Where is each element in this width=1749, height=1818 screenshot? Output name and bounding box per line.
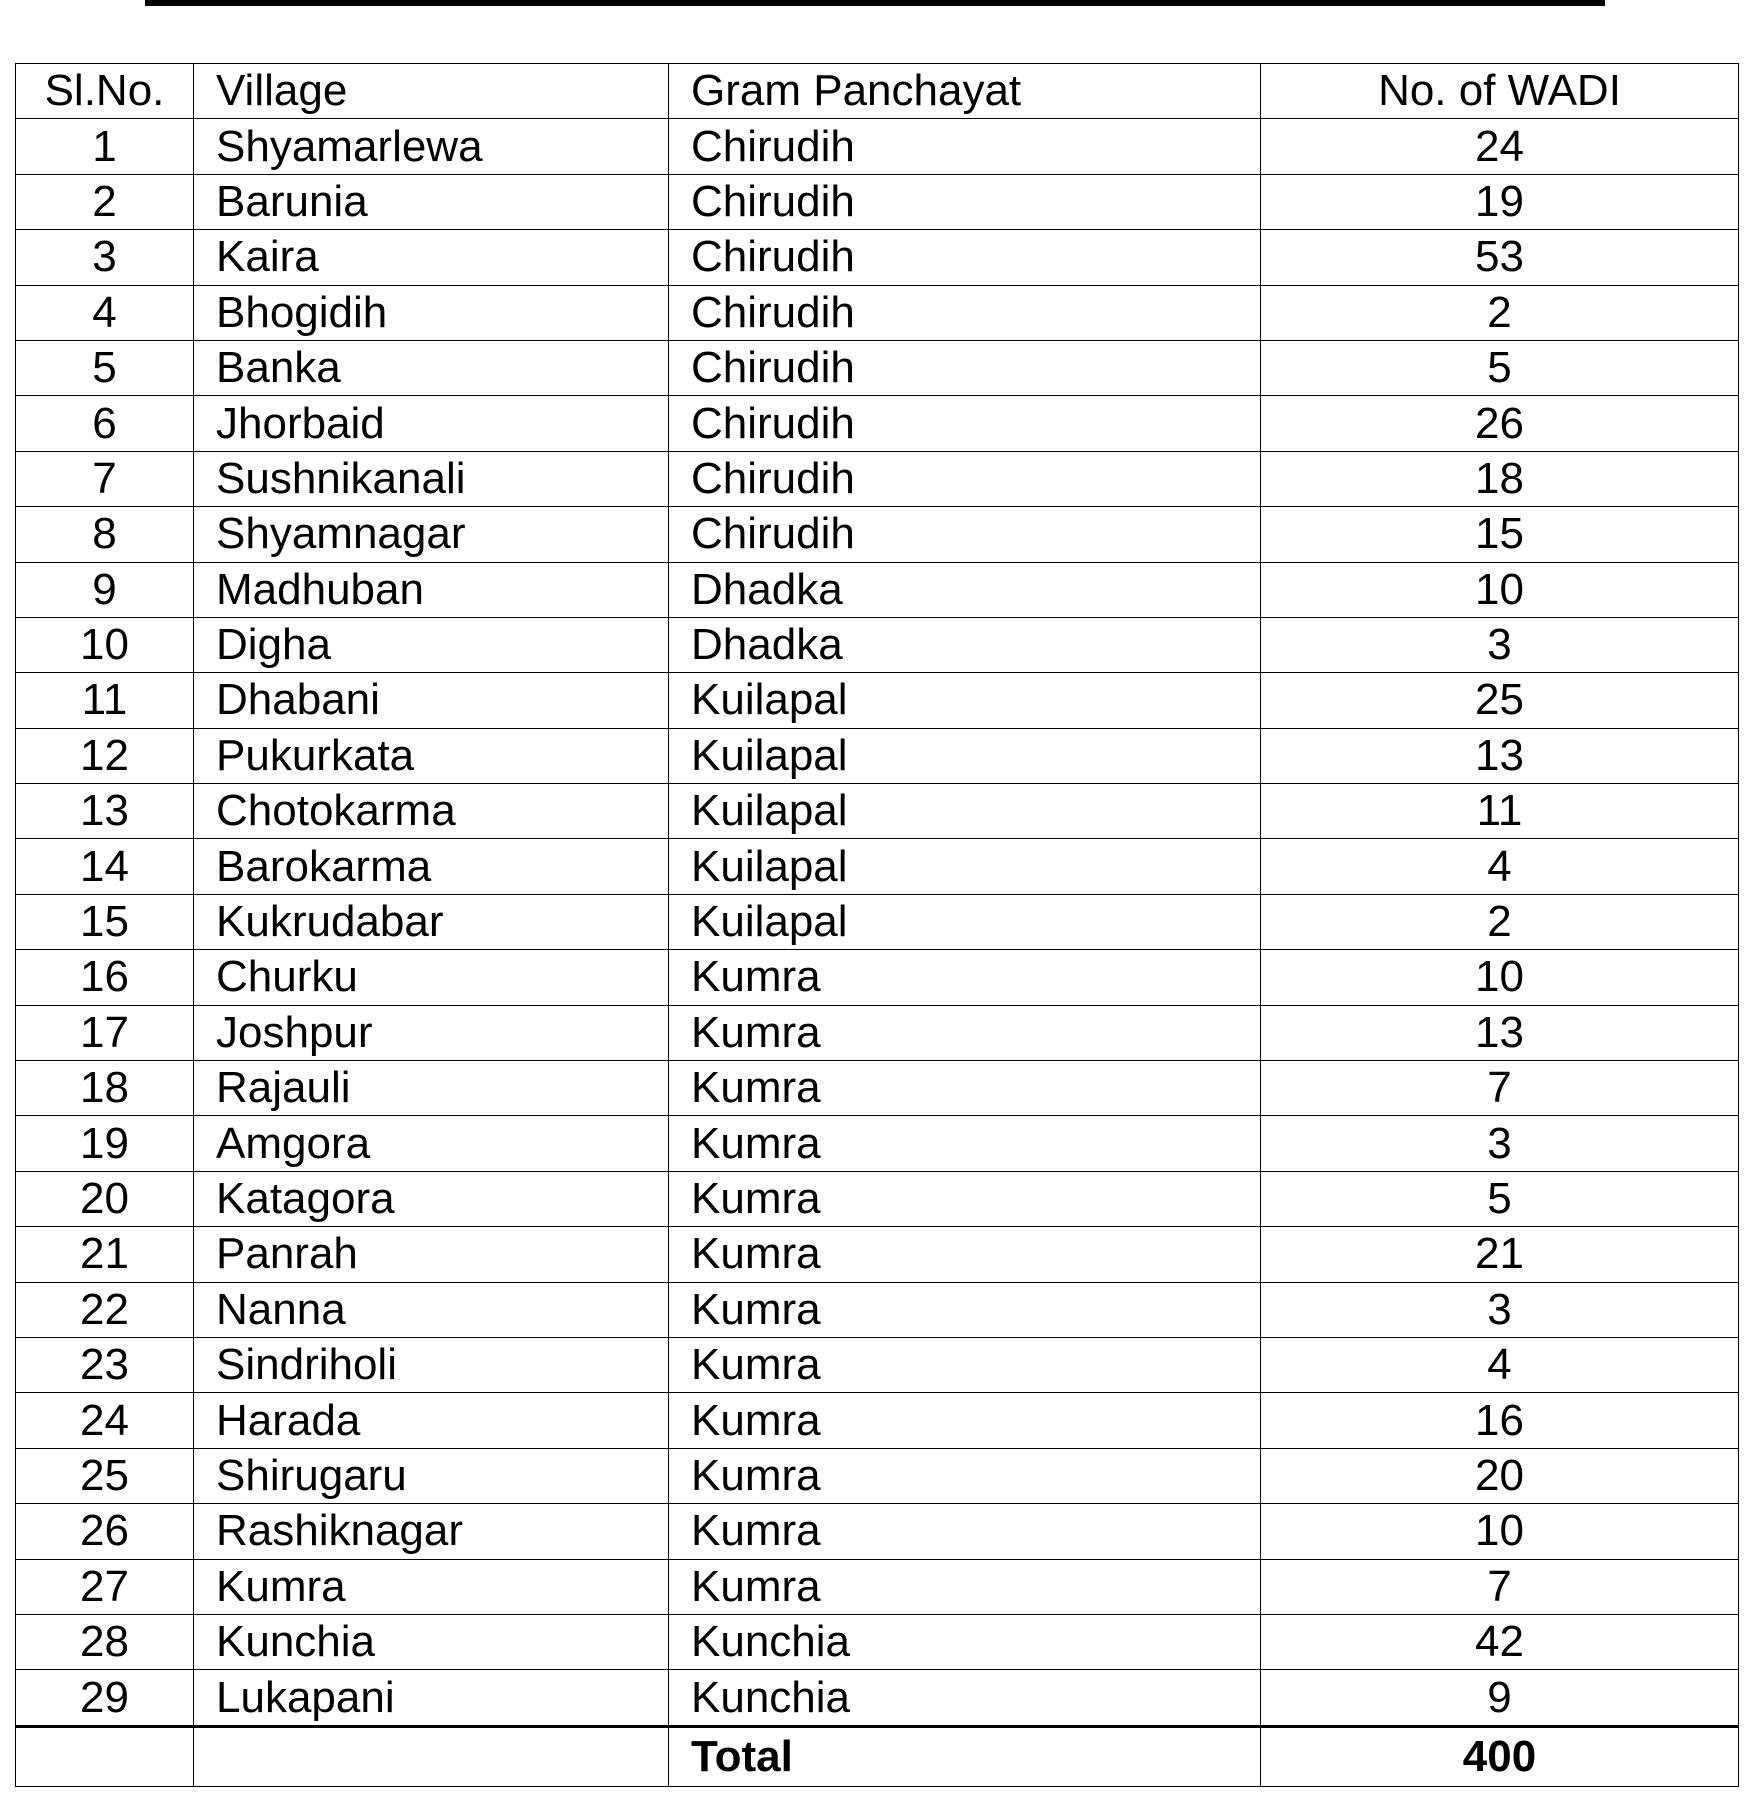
cell-gram-panchayat: Chirudih — [669, 230, 1261, 285]
cell-gram-panchayat: Kuilapal — [669, 839, 1261, 894]
cell-gram-panchayat: Chirudih — [669, 507, 1261, 562]
cell-village: Shyamnagar — [194, 507, 669, 562]
cell-village: Shirugaru — [194, 1448, 669, 1503]
cell-sl-no: 22 — [16, 1282, 194, 1337]
cell-sl-no: 17 — [16, 1005, 194, 1060]
cell-gram-panchayat: Chirudih — [669, 340, 1261, 395]
cell-no-of-wadi: 2 — [1261, 285, 1739, 340]
cell-gram-panchayat: Kumra — [669, 950, 1261, 1005]
cell-village: Chotokarma — [194, 784, 669, 839]
cell-sl-no: 21 — [16, 1227, 194, 1282]
cell-sl-no: 2 — [16, 174, 194, 229]
cell-no-of-wadi: 21 — [1261, 1227, 1739, 1282]
cell-village: Barunia — [194, 174, 669, 229]
cell-no-of-wadi: 2 — [1261, 894, 1739, 949]
cell-no-of-wadi: 53 — [1261, 230, 1739, 285]
cell-no-of-wadi: 10 — [1261, 950, 1739, 1005]
cell-gram-panchayat: Chirudih — [669, 396, 1261, 451]
table-row — [16, 1448, 1739, 1503]
cell-no-of-wadi: 18 — [1261, 451, 1739, 506]
cell-village: Madhuban — [194, 562, 669, 617]
cell-gram-panchayat: Kuilapal — [669, 894, 1261, 949]
table-row — [16, 1504, 1739, 1559]
cell-no-of-wadi: 5 — [1261, 340, 1739, 395]
cell-village: Bhogidih — [194, 285, 669, 340]
cell-village: Churku — [194, 950, 669, 1005]
cell-no-of-wadi: 25 — [1261, 673, 1739, 728]
header-sl-no: Sl.No. — [16, 64, 194, 119]
table-row — [16, 1061, 1739, 1116]
cell-sl-no: 16 — [16, 950, 194, 1005]
table-row — [16, 230, 1739, 285]
cell-sl-no: 15 — [16, 894, 194, 949]
table-row — [16, 396, 1739, 451]
table-row — [16, 1393, 1739, 1448]
total-empty-cell — [194, 1726, 669, 1786]
cell-gram-panchayat: Kumra — [669, 1282, 1261, 1337]
cell-village: Joshpur — [194, 1005, 669, 1060]
cell-village: Nanna — [194, 1282, 669, 1337]
cell-sl-no: 3 — [16, 230, 194, 285]
header-village: Village — [194, 64, 669, 119]
cell-gram-panchayat: Kumra — [669, 1061, 1261, 1116]
table-row — [16, 894, 1739, 949]
cell-no-of-wadi: 13 — [1261, 728, 1739, 783]
table-row — [16, 119, 1739, 174]
cell-gram-panchayat: Kunchia — [669, 1670, 1261, 1726]
cell-village: Digha — [194, 617, 669, 672]
cell-no-of-wadi: 26 — [1261, 396, 1739, 451]
cell-village: Kaira — [194, 230, 669, 285]
table-row — [16, 1670, 1739, 1726]
table-row — [16, 451, 1739, 506]
table-body — [16, 119, 1739, 1786]
cell-no-of-wadi: 4 — [1261, 839, 1739, 894]
cell-village: Banka — [194, 340, 669, 395]
cell-sl-no: 11 — [16, 673, 194, 728]
header-no-of-wadi: No. of WADI — [1261, 64, 1739, 119]
cell-sl-no: 24 — [16, 1393, 194, 1448]
table-row — [16, 839, 1739, 894]
cell-village: Harada — [194, 1393, 669, 1448]
table-row — [16, 784, 1739, 839]
wadi-table — [15, 63, 1739, 1787]
cell-village: Rashiknagar — [194, 1504, 669, 1559]
cell-sl-no: 19 — [16, 1116, 194, 1171]
cell-gram-panchayat: Kumra — [669, 1448, 1261, 1503]
cell-no-of-wadi: 42 — [1261, 1614, 1739, 1669]
cell-village: Kukrudabar — [194, 894, 669, 949]
total-label: Total — [669, 1726, 1261, 1786]
table-row — [16, 1559, 1739, 1614]
cell-gram-panchayat: Chirudih — [669, 285, 1261, 340]
table-row — [16, 1116, 1739, 1171]
cell-sl-no: 28 — [16, 1614, 194, 1669]
total-empty-cell — [16, 1726, 194, 1786]
cell-no-of-wadi: 10 — [1261, 562, 1739, 617]
total-value: 400 — [1261, 1726, 1739, 1786]
cell-no-of-wadi: 20 — [1261, 1448, 1739, 1503]
total-row — [16, 1726, 1739, 1786]
table-row — [16, 340, 1739, 395]
cell-village: Barokarma — [194, 839, 669, 894]
cell-no-of-wadi: 5 — [1261, 1171, 1739, 1226]
cell-no-of-wadi: 9 — [1261, 1670, 1739, 1726]
cell-sl-no: 26 — [16, 1504, 194, 1559]
cell-no-of-wadi: 13 — [1261, 1005, 1739, 1060]
cell-no-of-wadi: 11 — [1261, 784, 1739, 839]
cell-gram-panchayat: Kumra — [669, 1116, 1261, 1171]
cell-village: Kumra — [194, 1559, 669, 1614]
cell-village: Shyamarlewa — [194, 119, 669, 174]
cell-village: Sindriholi — [194, 1337, 669, 1392]
table-row — [16, 728, 1739, 783]
cell-village: Panrah — [194, 1227, 669, 1282]
table-row — [16, 1337, 1739, 1392]
cell-sl-no: 12 — [16, 728, 194, 783]
table-row — [16, 174, 1739, 229]
cell-no-of-wadi: 7 — [1261, 1559, 1739, 1614]
cell-no-of-wadi: 4 — [1261, 1337, 1739, 1392]
cell-gram-panchayat: Chirudih — [669, 174, 1261, 229]
top-rule-divider — [145, 0, 1605, 6]
table-row — [16, 1227, 1739, 1282]
cell-gram-panchayat: Kuilapal — [669, 728, 1261, 783]
table-row — [16, 673, 1739, 728]
cell-no-of-wadi: 15 — [1261, 507, 1739, 562]
table-row — [16, 1171, 1739, 1226]
cell-no-of-wadi: 19 — [1261, 174, 1739, 229]
cell-sl-no: 27 — [16, 1559, 194, 1614]
cell-gram-panchayat: Chirudih — [669, 451, 1261, 506]
cell-sl-no: 14 — [16, 839, 194, 894]
cell-gram-panchayat: Kunchia — [669, 1614, 1261, 1669]
table-row — [16, 285, 1739, 340]
table-row — [16, 562, 1739, 617]
cell-village: Sushnikanali — [194, 451, 669, 506]
cell-no-of-wadi: 3 — [1261, 1116, 1739, 1171]
cell-sl-no: 20 — [16, 1171, 194, 1226]
table-row — [16, 1005, 1739, 1060]
cell-sl-no: 4 — [16, 285, 194, 340]
cell-village: Amgora — [194, 1116, 669, 1171]
cell-gram-panchayat: Kumra — [669, 1337, 1261, 1392]
table-row — [16, 950, 1739, 1005]
cell-sl-no: 13 — [16, 784, 194, 839]
cell-village: Pukurkata — [194, 728, 669, 783]
cell-sl-no: 10 — [16, 617, 194, 672]
header-gram-panchayat: Gram Panchayat — [669, 64, 1261, 119]
cell-sl-no: 25 — [16, 1448, 194, 1503]
table-row — [16, 507, 1739, 562]
cell-sl-no: 1 — [16, 119, 194, 174]
cell-no-of-wadi: 3 — [1261, 617, 1739, 672]
cell-sl-no: 5 — [16, 340, 194, 395]
cell-sl-no: 9 — [16, 562, 194, 617]
cell-gram-panchayat: Kumra — [669, 1005, 1261, 1060]
cell-sl-no: 7 — [16, 451, 194, 506]
cell-village: Kunchia — [194, 1614, 669, 1669]
cell-gram-panchayat: Dhadka — [669, 562, 1261, 617]
cell-sl-no: 8 — [16, 507, 194, 562]
cell-village: Lukapani — [194, 1670, 669, 1726]
cell-sl-no: 18 — [16, 1061, 194, 1116]
cell-gram-panchayat: Kuilapal — [669, 673, 1261, 728]
cell-no-of-wadi: 10 — [1261, 1504, 1739, 1559]
cell-no-of-wadi: 24 — [1261, 119, 1739, 174]
table-row — [16, 617, 1739, 672]
cell-gram-panchayat: Dhadka — [669, 617, 1261, 672]
cell-no-of-wadi: 3 — [1261, 1282, 1739, 1337]
cell-village: Rajauli — [194, 1061, 669, 1116]
cell-gram-panchayat: Kumra — [669, 1559, 1261, 1614]
cell-sl-no: 23 — [16, 1337, 194, 1392]
cell-no-of-wadi: 16 — [1261, 1393, 1739, 1448]
cell-gram-panchayat: Kumra — [669, 1171, 1261, 1226]
table-row — [16, 1614, 1739, 1669]
cell-village: Katagora — [194, 1171, 669, 1226]
table-row — [16, 1282, 1739, 1337]
cell-gram-panchayat: Kumra — [669, 1227, 1261, 1282]
cell-no-of-wadi: 7 — [1261, 1061, 1739, 1116]
table-header-row — [16, 64, 1739, 119]
cell-gram-panchayat: Kuilapal — [669, 784, 1261, 839]
cell-village: Jhorbaid — [194, 396, 669, 451]
cell-sl-no: 6 — [16, 396, 194, 451]
cell-gram-panchayat: Kumra — [669, 1393, 1261, 1448]
cell-gram-panchayat: Kumra — [669, 1504, 1261, 1559]
cell-sl-no: 29 — [16, 1670, 194, 1726]
cell-village: Dhabani — [194, 673, 669, 728]
cell-gram-panchayat: Chirudih — [669, 119, 1261, 174]
